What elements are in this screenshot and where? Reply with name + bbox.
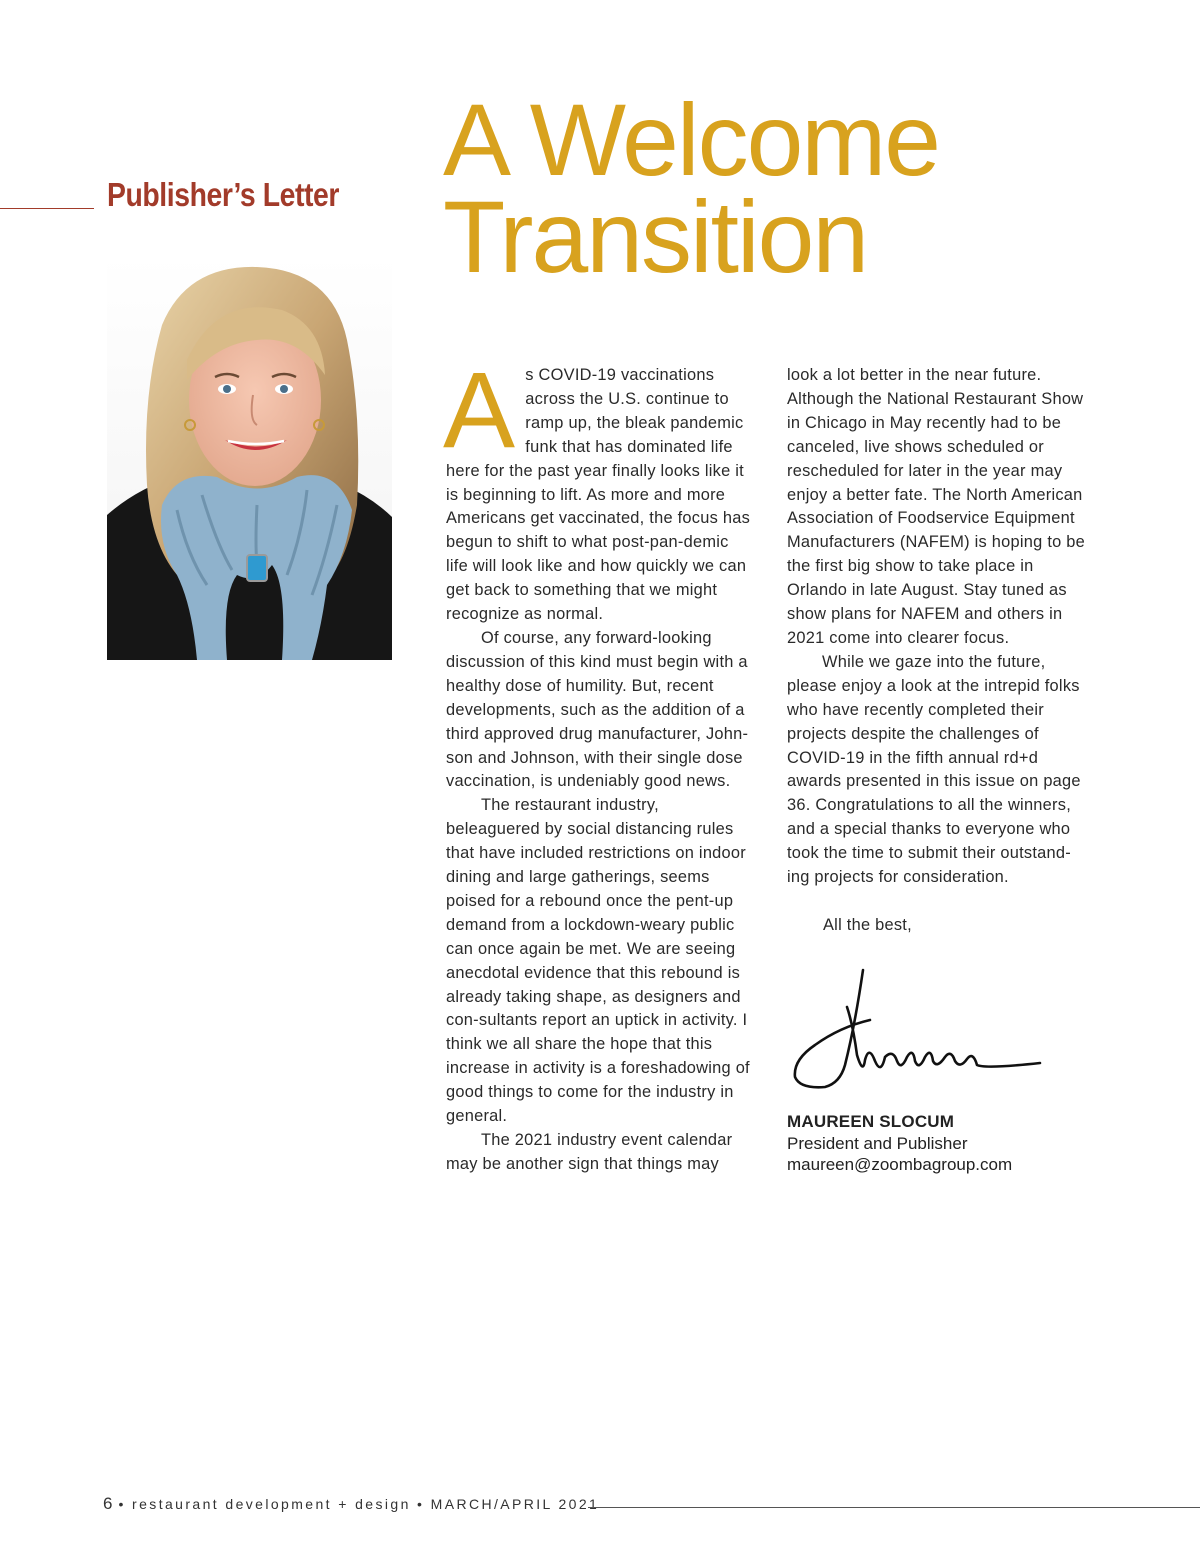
paragraph: look a lot better in the near future. Although the National Restaurant Show in Chicago in May recently had to be canceled, live shows scheduled or rescheduled for later in the year may enjoy a better fate. The North American Association of Foodservice Equipment Manufacturers (NAFEM) is hoping to be the first big show to take place in Orlando in late August. Stay tuned as show plans for NAFEM and others in 2021 come into clearer focus. xyxy=(787,366,1086,647)
page-footer xyxy=(103,1494,599,1514)
headline xyxy=(443,83,939,294)
headline-line-2: Transition xyxy=(443,180,868,294)
section-rule xyxy=(0,208,94,209)
signer-email[interactable]: maureen@zoombagroup.com xyxy=(787,1155,1013,1174)
paragraph: s COVID-19 vaccinations across the U.S. continue to ramp up, the bleak pandemic funk that has dominated life here for the past year finally looks like it is beginning to lift. As more and more Americans get vaccinated, the focus has begun to shift to what post-pan-demic life will look like and how quickly we can get back to something that we might recognize as normal. xyxy=(446,366,751,624)
paragraph: While we gaze into the future, please enjoy a look at the intrepid folks who have recently completed their projects despite the challenges of COVID-19 in the fifth annual rd+d awards presented in this issue on page 36. Congratulations to all the winners, and a special thanks to everyone who took the time to submit their outstand-ing projects for consideration. xyxy=(787,652,1081,887)
body-column-2 xyxy=(787,364,1092,938)
body-column-1 xyxy=(443,349,751,1177)
handwritten-signature xyxy=(785,965,1045,1095)
paragraph: The restaurant industry, beleaguered by social distancing rules that have included restrictions on indoor dining and large gatherings, seems poised for a rebound once the pent-up demand from a lockdown-weary public can once again be met. We are seeing anecdotal evidence that this rebound is already taking shape, as designers and con-sultants report an uptick in activity. I think we all share the hope that this increase in activity is a foreshadowing of good things to come for the industry in general. xyxy=(446,796,750,1126)
paragraph: The 2021 industry event calendar may be another sign that things may xyxy=(446,1131,733,1173)
closing-line: All the best, xyxy=(823,915,912,934)
section-label: Publisher’s Letter xyxy=(107,176,339,213)
footer-rule xyxy=(588,1507,1200,1508)
signer-name: MAUREEN SLOCUM xyxy=(787,1112,955,1131)
signer-title: President and Publisher xyxy=(787,1134,968,1153)
drop-cap: A xyxy=(443,349,516,470)
page-number: 6 xyxy=(103,1494,113,1513)
paragraph: Of course, any forward-looking discussion of this kind must begin with a healthy dose of humility. But, recent developments, such as the addition of a third approved drug manufacturer, John-son and Johnson, with their single dose vaccination, is undeniably good news. xyxy=(446,628,749,791)
footer-text: • restaurant development + design • MARCH/APRIL 2021 xyxy=(118,1496,600,1512)
publisher-portrait xyxy=(107,255,392,660)
headline-line-1: A Welcome xyxy=(443,83,939,197)
